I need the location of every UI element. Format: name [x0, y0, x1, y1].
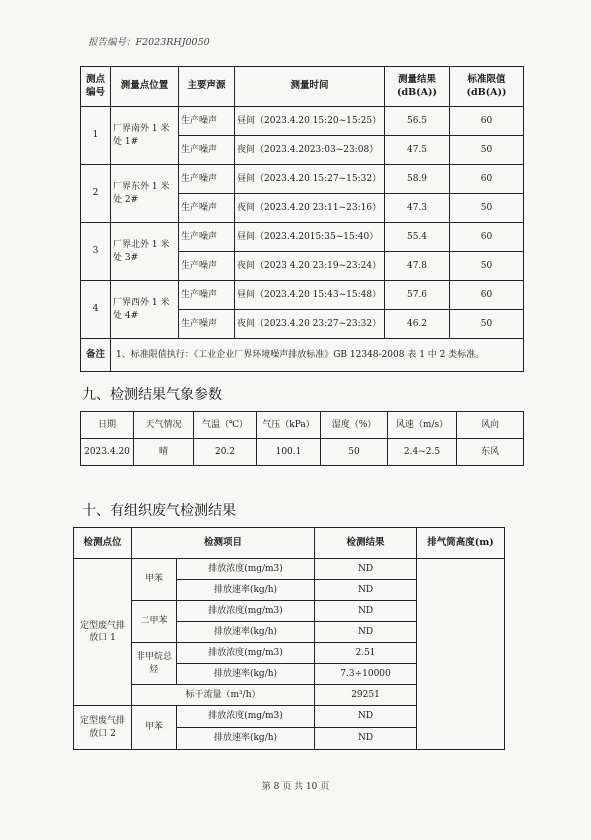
noise-source: 生产噪声 — [179, 165, 235, 194]
measure-time: 夜间（2023.4.2023:03~23:08） — [235, 136, 385, 165]
point-location: 厂界南外 1 米处 1# — [111, 107, 179, 165]
noise-source: 生产噪声 — [179, 107, 235, 136]
noise-source: 生产噪声 — [179, 194, 235, 223]
result-value: ND — [315, 728, 417, 750]
weather-humidity: 50 — [321, 439, 388, 466]
measure-result: 47.8 — [385, 252, 450, 281]
point-id: 3 — [81, 223, 111, 281]
weather-pressure: 100.1 — [257, 439, 321, 466]
weather-condition: 晴 — [134, 439, 194, 466]
table-row — [74, 559, 505, 580]
outlet-1-label: 定型废气排放口 1 — [74, 559, 132, 706]
item-rate: 排放速率(kg/h) — [177, 728, 315, 750]
weather-row — [81, 439, 524, 466]
col-header-point-id: 测点编号 — [81, 67, 111, 107]
table-row — [81, 165, 524, 194]
item-rate: 排放速率(kg/h) — [177, 580, 315, 601]
measure-result: 46.2 — [385, 310, 450, 339]
limit-value: 50 — [450, 194, 524, 223]
item-flow: 标干流量（m³/h） — [132, 685, 315, 706]
measure-time: 昼间（2023.4.20 15:43~15:48） — [235, 281, 385, 310]
result-value: ND — [315, 622, 417, 643]
weather-header-condition: 天气情况 — [134, 412, 194, 439]
weather-wind-speed: 2.4~2.5 — [388, 439, 457, 466]
result-value: 2.51 — [315, 643, 417, 664]
measure-time: 夜间（2023.4.20 23:11~23:16） — [235, 194, 385, 223]
limit-value: 60 — [450, 281, 524, 310]
gas-header-item: 检测项目 — [132, 528, 315, 559]
remark-text: 1、标准限值执行：《工业企业厂界环境噪声排放标准》GB 12348-2008 表 1 中 2 类标准。 — [111, 339, 524, 372]
table-row — [81, 223, 524, 252]
weather-header-row — [81, 412, 524, 439]
item-rate: 排放速率(kg/h) — [177, 664, 315, 685]
noise-source: 生产噪声 — [179, 223, 235, 252]
measure-result: 55.4 — [385, 223, 450, 252]
col-header-result: 测量结果(dB(A)) — [385, 67, 450, 107]
weather-header-temperature: 气温（℃） — [194, 412, 257, 439]
item-rate: 排放速率(kg/h) — [177, 622, 315, 643]
result-value: ND — [315, 601, 417, 622]
result-value: ND — [315, 706, 417, 728]
outlet-2-label: 定型废气排放口 2 — [74, 706, 132, 750]
measure-time: 昼间（2023.4.20 15:20~15:25） — [235, 107, 385, 136]
measure-result: 57.6 — [385, 281, 450, 310]
limit-value: 60 — [450, 223, 524, 252]
measure-time: 昼间（2023.4.2015:35~15:40） — [235, 223, 385, 252]
result-value: 7.3÷10000 — [315, 664, 417, 685]
pollutant-nmhc: 非甲烷总烃 — [132, 643, 177, 685]
result-value: 29251 — [315, 685, 417, 706]
report-number: 报告编号：F2023RHJ0050 — [88, 37, 210, 48]
measure-time: 夜间（2023 4.20 23:19~23:24） — [235, 252, 385, 281]
col-header-source: 主要声源 — [179, 67, 235, 107]
noise-results-table — [80, 66, 524, 372]
gas-header-row — [74, 528, 505, 559]
table-row — [81, 281, 524, 310]
weather-header-date: 日期 — [81, 412, 134, 439]
remark-row — [81, 339, 524, 372]
item-concentration: 排放浓度(mg/m3) — [177, 706, 315, 728]
measure-result: 47.5 — [385, 136, 450, 165]
weather-header-pressure: 气压（kPa） — [257, 412, 321, 439]
remark-label: 备注 — [81, 339, 111, 372]
pollutant-xylene: 二甲苯 — [132, 601, 177, 643]
point-location: 厂界北外 1 米处 3# — [111, 223, 179, 281]
col-header-limit: 标准限值(dB(A)) — [450, 67, 524, 107]
gas-header-result: 检测结果 — [315, 528, 417, 559]
pollutant-toluene: 甲苯 — [132, 559, 177, 601]
noise-source: 生产噪声 — [179, 136, 235, 165]
section-10-title: 十、有组织废气检测结果 — [82, 503, 236, 519]
limit-value: 50 — [450, 136, 524, 165]
weather-table — [80, 411, 524, 466]
limit-value: 50 — [450, 310, 524, 339]
col-header-time: 测量时间 — [235, 67, 385, 107]
measure-result: 56.5 — [385, 107, 450, 136]
item-concentration: 排放浓度(mg/m3) — [177, 643, 315, 664]
weather-header-wind-speed: 风速（m/s） — [388, 412, 457, 439]
result-value: ND — [315, 580, 417, 601]
gas-header-height: 排气筒高度(m) — [417, 528, 505, 559]
result-value: ND — [315, 559, 417, 580]
noise-source: 生产噪声 — [179, 252, 235, 281]
table-row — [81, 107, 524, 136]
section-9-title: 九、检测结果气象参数 — [82, 387, 222, 403]
weather-header-humidity: 湿度（%） — [321, 412, 388, 439]
weather-header-wind-direction: 风向 — [457, 412, 524, 439]
item-concentration: 排放浓度(mg/m3) — [177, 601, 315, 622]
page-footer: 第 8 页 共 10 页 — [261, 782, 330, 792]
limit-value: 50 — [450, 252, 524, 281]
noise-source: 生产噪声 — [179, 310, 235, 339]
point-id: 2 — [81, 165, 111, 223]
measure-time: 昼间（2023.4.20 15:27~15:32） — [235, 165, 385, 194]
item-concentration: 排放浓度(mg/m3) — [177, 559, 315, 580]
noise-source: 生产噪声 — [179, 281, 235, 310]
pollutant-toluene: 甲苯 — [132, 706, 177, 750]
exhaust-gas-table — [73, 527, 505, 750]
point-id: 4 — [81, 281, 111, 339]
weather-date: 2023.4.20 — [81, 439, 134, 466]
weather-temperature: 20.2 — [194, 439, 257, 466]
stack-height-cell — [417, 559, 505, 750]
limit-value: 60 — [450, 165, 524, 194]
measure-result: 58.9 — [385, 165, 450, 194]
table-header-row — [81, 67, 524, 107]
point-id: 1 — [81, 107, 111, 165]
col-header-location: 测量点位置 — [111, 67, 179, 107]
measure-result: 47.3 — [385, 194, 450, 223]
weather-wind-direction: 东风 — [457, 439, 524, 466]
measure-time: 夜间（2023.4.20 23:27~23:32） — [235, 310, 385, 339]
point-location: 厂界西外 1 米处 4# — [111, 281, 179, 339]
limit-value: 60 — [450, 107, 524, 136]
gas-header-location: 检测点位 — [74, 528, 132, 559]
point-location: 厂界东外 1 米处 2# — [111, 165, 179, 223]
